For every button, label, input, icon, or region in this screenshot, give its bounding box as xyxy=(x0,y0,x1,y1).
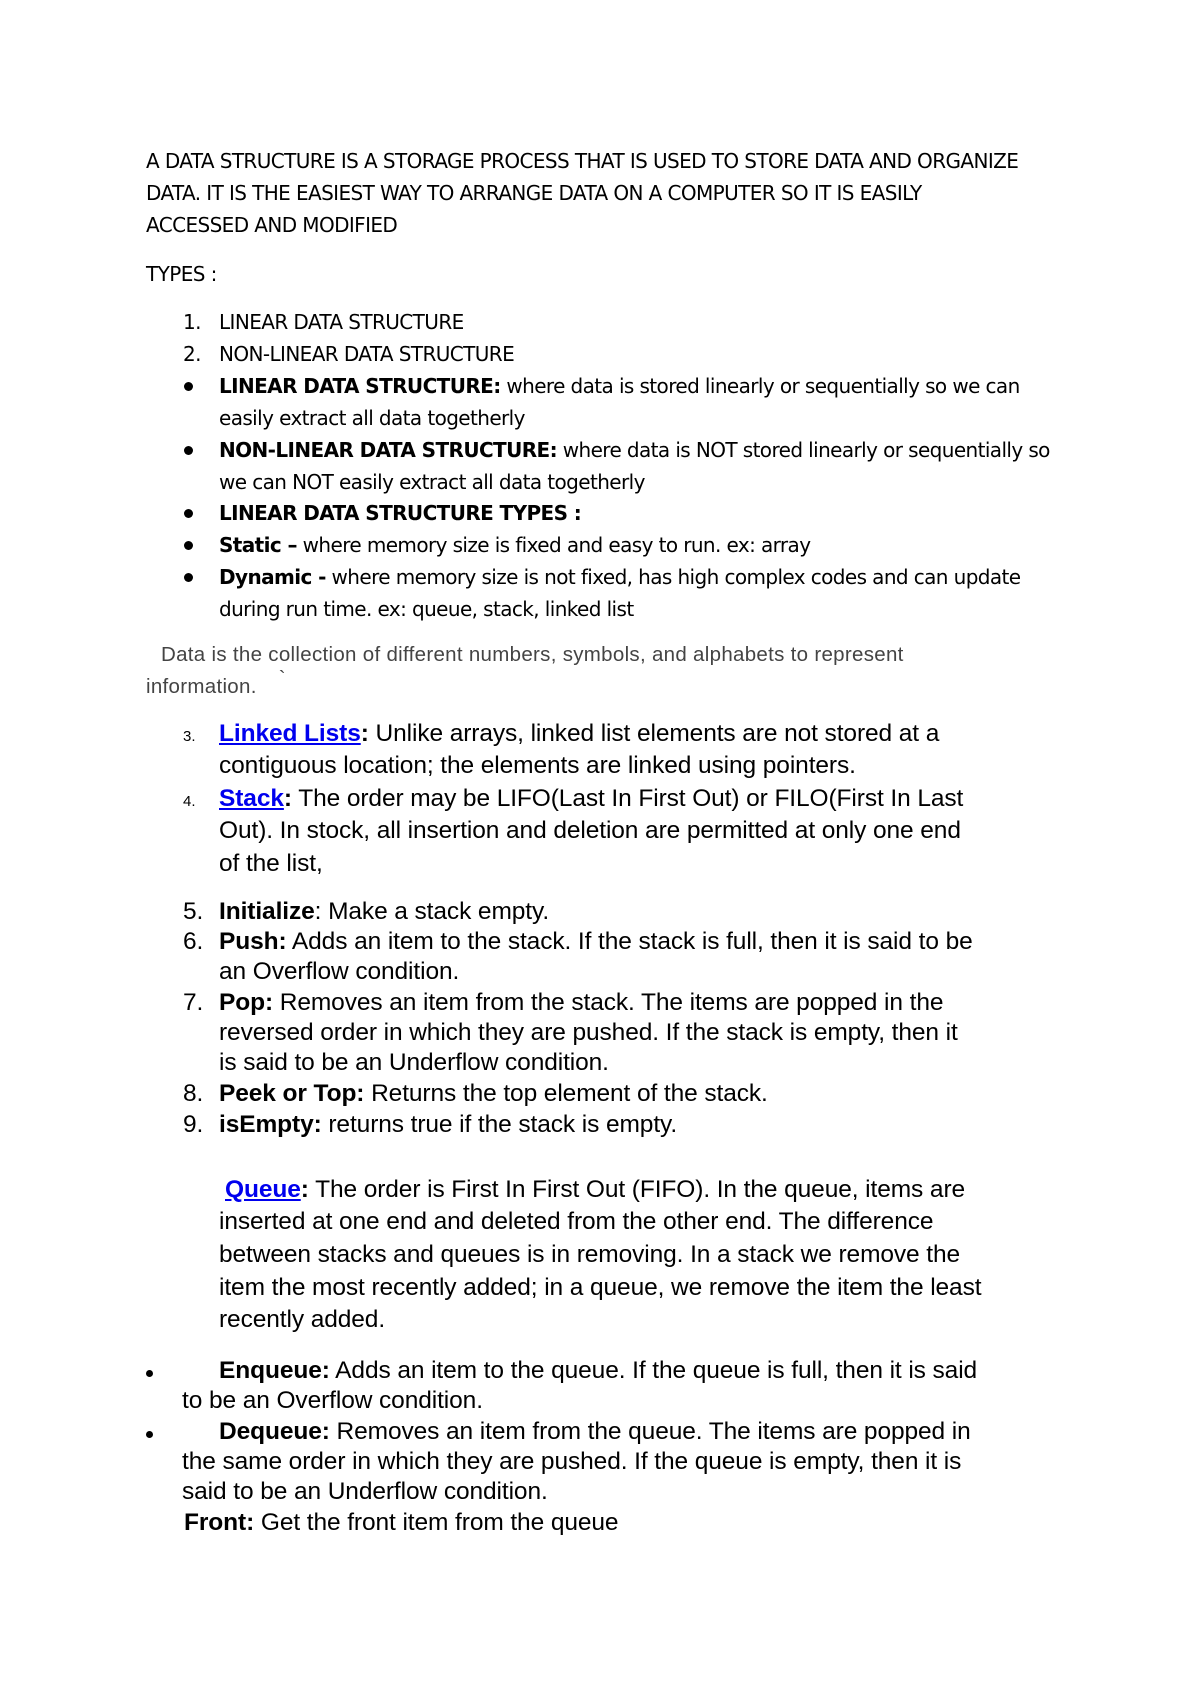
stack-op-pop xyxy=(219,989,943,1017)
queue-cont-2: between stacks and queues is in removing. In a stack we remove the xyxy=(219,1241,961,1268)
stack-def: The order may be LIFO(Last In First Out) or FILO(First In Last xyxy=(291,785,964,812)
bullet-dynamic xyxy=(219,565,1021,589)
data-definition-line-2 xyxy=(146,667,286,699)
stack-op-peek xyxy=(219,1080,768,1108)
linked-list-item xyxy=(219,720,939,748)
queue-link[interactable]: Queue xyxy=(225,1176,301,1203)
op-def: : Make a stack empty. xyxy=(314,898,550,925)
stack-op-isempty xyxy=(219,1111,677,1139)
list-number: 9. xyxy=(183,1111,204,1138)
bullet-term: Dynamic - xyxy=(219,565,326,589)
bullet-term: LINEAR DATA STRUCTURE: xyxy=(219,374,501,398)
bullet-static xyxy=(219,533,810,557)
list-number: 4. xyxy=(183,793,196,810)
queue-op-enqueue xyxy=(219,1357,977,1385)
bullet-def: where data is NOT stored linearly or sequentially so xyxy=(556,438,1050,462)
bullet-term: LINEAR DATA STRUCTURE TYPES : xyxy=(219,501,582,525)
bullet-linear-types xyxy=(219,501,581,525)
linked-list-def: Unlike arrays, linked list elements are not stored at a xyxy=(368,720,940,747)
types-heading: TYPES : xyxy=(146,262,217,286)
list-number: 8. xyxy=(183,1080,204,1107)
bullet-icon xyxy=(146,1431,153,1438)
op-term: Peek or Top: xyxy=(219,1080,365,1107)
linked-lists-link[interactable]: Linked Lists xyxy=(219,720,361,747)
list-number: 2. xyxy=(183,342,201,366)
bullet-icon xyxy=(184,541,193,550)
op-def: Adds an item to the queue. If the queue is full, then it is said xyxy=(329,1357,978,1384)
bullet-nonlinear xyxy=(219,438,1050,462)
bullet-icon xyxy=(184,509,193,518)
bullet-linear-cont: easily extract all data togetherly xyxy=(219,406,525,430)
queue-cont-1: inserted at one end and deleted from the other end. The difference xyxy=(219,1208,934,1235)
stack-op-initialize xyxy=(219,898,549,926)
queue-op-dequeue xyxy=(219,1418,971,1446)
list-number: 7. xyxy=(183,989,204,1016)
op-def: Removes an item from the queue. The items are popped in xyxy=(329,1418,971,1445)
bullet-def: where memory size is fixed and easy to run. ex: array xyxy=(296,533,811,557)
type-linear: LINEAR DATA STRUCTURE xyxy=(219,310,464,334)
list-number: 6. xyxy=(183,928,204,955)
queue-op-dequeue-cont-2: said to be an Underflow condition. xyxy=(182,1478,548,1505)
op-term: Initialize xyxy=(219,898,315,925)
op-def: Returns the top element of the stack. xyxy=(364,1080,768,1107)
queue-def: The order is First In First Out (FIFO). In the queue, items are xyxy=(308,1176,966,1203)
queue-item xyxy=(225,1176,965,1204)
op-def: Adds an item to the stack. If the stack is full, then it is said to be xyxy=(286,928,973,955)
colon: : xyxy=(300,1176,309,1203)
intro-line-3: ACCESSED AND MODIFIED xyxy=(146,213,398,237)
queue-op-dequeue-cont-1: the same order in which they are pushed. If the queue is empty, then it is xyxy=(182,1448,962,1475)
op-term: Push: xyxy=(219,928,287,955)
bullet-nonlinear-cont: we can NOT easily extract all data togetherly xyxy=(219,470,645,494)
stack-cont-2: of the list, xyxy=(219,850,323,877)
intro-line-1: A DATA STRUCTURE IS A STORAGE PROCESS THAT IS USED TO STORE DATA AND ORGANIZE xyxy=(146,149,1019,173)
backtick-mark: ` xyxy=(278,667,286,690)
op-def: Removes an item from the stack. The items are popped in the xyxy=(273,989,944,1016)
op-term: Enqueue: xyxy=(219,1357,330,1384)
intro-line-2: DATA. IT IS THE EASIEST WAY TO ARRANGE DATA ON A COMPUTER SO IT IS EASILY xyxy=(146,181,922,205)
bullet-dynamic-cont: during run time. ex: queue, stack, linked list xyxy=(219,597,634,621)
queue-op-front xyxy=(184,1509,618,1537)
queue-op-enqueue-cont: to be an Overflow condition. xyxy=(182,1387,483,1414)
list-number: 1. xyxy=(183,310,201,334)
linked-list-cont: contiguous location; the elements are linked using pointers. xyxy=(219,752,856,779)
bullet-term: Static – xyxy=(219,533,297,557)
stack-cont-1: Out). In stock, all insertion and deletion are permitted at only one end xyxy=(219,817,961,844)
stack-op-pop-cont-2: is said to be an Underflow condition. xyxy=(219,1049,609,1076)
colon: : xyxy=(360,720,369,747)
op-term: Pop: xyxy=(219,989,274,1016)
queue-cont-3: item the most recently added; in a queue, we remove the item the least xyxy=(219,1274,982,1301)
colon: : xyxy=(283,785,292,812)
data-definition-line-1: Data is the collection of different numbers, symbols, and alphabets to represent xyxy=(161,643,904,666)
op-term: isEmpty: xyxy=(219,1111,322,1138)
bullet-icon xyxy=(184,382,193,391)
stack-op-push xyxy=(219,928,973,956)
bullet-icon xyxy=(184,446,193,455)
bullet-def: where memory size is not fixed, has high complex codes and can update xyxy=(325,565,1021,589)
data-definition-text: information. xyxy=(146,675,257,698)
stack-item xyxy=(219,785,963,813)
stack-link[interactable]: Stack xyxy=(219,785,284,812)
op-term: Front: xyxy=(184,1509,255,1536)
bullet-icon xyxy=(184,573,193,582)
bullet-def: where data is stored linearly or sequentially so we can xyxy=(500,374,1020,398)
bullet-icon xyxy=(146,1370,153,1377)
bullet-linear xyxy=(219,374,1020,398)
stack-op-push-cont: an Overflow condition. xyxy=(219,958,460,985)
list-number: 5. xyxy=(183,898,204,925)
type-nonlinear: NON-LINEAR DATA STRUCTURE xyxy=(219,342,515,366)
op-def: returns true if the stack is empty. xyxy=(321,1111,678,1138)
op-def: Get the front item from the queue xyxy=(254,1509,619,1536)
op-term: Dequeue: xyxy=(219,1418,330,1445)
queue-cont-4: recently added. xyxy=(219,1306,386,1333)
bullet-term: NON-LINEAR DATA STRUCTURE: xyxy=(219,438,557,462)
list-number: 3. xyxy=(183,728,196,745)
stack-op-pop-cont-1: reversed order in which they are pushed. If the stack is empty, then it xyxy=(219,1019,958,1046)
